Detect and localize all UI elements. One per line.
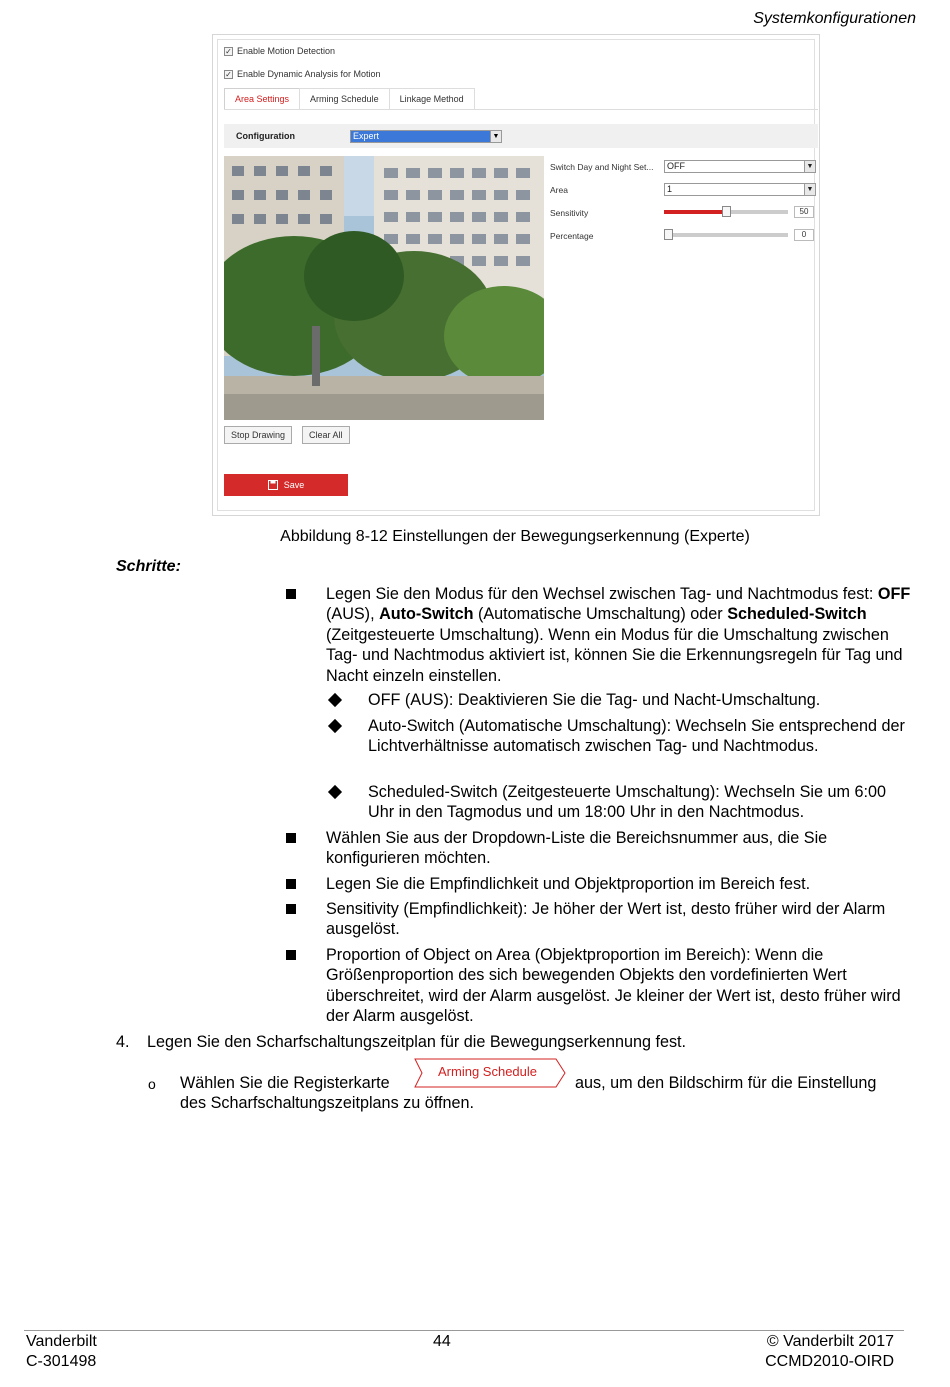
percentage-slider[interactable] [664, 233, 788, 237]
footer-divider [24, 1330, 904, 1331]
screenshot-frame [217, 39, 815, 511]
switch-day-night-label: Switch Day and Night Set... [550, 162, 654, 172]
area-select[interactable] [664, 183, 816, 196]
step-4-number: 4. [116, 1033, 130, 1051]
enable-motion-detection-checkbox[interactable]: ✓ [225, 46, 232, 56]
enable-motion-detection-label: Enable Motion Detection [237, 46, 336, 56]
square-bullet-icon [286, 833, 296, 843]
bullet-text: (AUS), [326, 605, 380, 624]
stop-drawing-button[interactable]: Stop Drawing [224, 426, 292, 444]
chevron-down-icon: ▼ [804, 161, 815, 172]
percentage-label: Percentage [550, 231, 594, 241]
sub-bullet-auto-switch: Auto-Switch (Automatische Umschaltung): Wechseln Sie entsprechend der Lichtverhältnisse automatisch zwischen Tag- und Nachtmodus. [368, 717, 905, 756]
footer-left-2: C-301498 [26, 1353, 97, 1370]
percentage-value[interactable]: 0 [794, 229, 814, 241]
settings-tabs [224, 88, 818, 110]
footer-left-1: Vanderbilt [26, 1333, 97, 1350]
area-value: 1 [667, 184, 673, 194]
circle-bullet-icon: o [148, 1076, 156, 1092]
sensitivity-slider-thumb[interactable] [722, 206, 731, 217]
switch-day-night-select[interactable] [664, 160, 816, 173]
bullet-select-area: Wählen Sie aus der Dropdown-Liste die Bereichsnummer aus, die Sie konfigurieren möchten. [326, 829, 828, 868]
save-button[interactable] [224, 474, 348, 496]
square-bullet-icon [286, 904, 296, 914]
sensitivity-slider[interactable] [664, 210, 788, 214]
sub-bullet-scheduled-switch: Scheduled-Switch (Zeitgesteuerte Umschaltung): Wechseln Sie um 6:00 Uhr in den Tagmodus und um 18:00 Uhr in den Nachtmodus. [368, 783, 886, 822]
configuration-value: Expert [353, 131, 380, 141]
step-4-text: Legen Sie den Scharfschaltungszeitplan für die Bewegungserkennung fest. [147, 1033, 687, 1051]
square-bullet-icon [286, 950, 296, 960]
arming-schedule-tab-label: Arming Schedule [438, 1064, 537, 1079]
enable-motion-detection-row[interactable] [224, 46, 335, 56]
sub-bullet-off: OFF (AUS): Deaktivieren Sie die Tag- und Nacht-Umschaltung. [368, 691, 821, 709]
step-4-sub-line2: des Scharfschaltungszeitplans zu öffnen. [180, 1094, 474, 1112]
sensitivity-value[interactable]: 50 [794, 206, 814, 218]
chevron-down-icon: ▼ [804, 184, 815, 195]
percentage-slider-thumb[interactable] [664, 229, 673, 240]
page-header-title: Systemkonfigurationen [753, 10, 916, 27]
step-4-sub-pre: Wählen Sie die Registerkarte [180, 1074, 390, 1092]
square-bullet-icon [286, 589, 296, 599]
footer-right-2: CCMD2010-OIRD [765, 1353, 894, 1370]
sensitivity-slider-fill [664, 210, 726, 214]
camera-preview-image[interactable] [224, 156, 544, 420]
step-4-sub-post: aus, um den Bildschirm für die Einstellung [575, 1074, 877, 1092]
diamond-bullet-icon [328, 785, 342, 799]
bullet-proportion: Proportion of Object on Area (Objektproportion im Bereich): Wenn die Größenproportion des sich bewegenden Objekts den vordefinierten Wert überschreitet, wird der Alarm ausgelöst. Je kleiner der Wert ist, desto früher wird der Alarm ausgelöst. [326, 946, 901, 1026]
enable-dynamic-analysis-label: Enable Dynamic Analysis for Motion [237, 69, 381, 79]
bold-term: Auto-Switch [379, 605, 474, 624]
clear-all-button[interactable]: Clear All [302, 426, 350, 444]
enable-dynamic-analysis-checkbox[interactable]: ✓ [225, 69, 232, 79]
tab-linkage-method[interactable]: Linkage Method [389, 88, 475, 109]
configuration-bar [224, 124, 818, 148]
diamond-bullet-icon [328, 719, 342, 733]
switch-day-night-value: OFF [667, 161, 685, 171]
sensitivity-label: Sensitivity [550, 208, 589, 218]
save-icon [268, 480, 278, 490]
chevron-down-icon: ▼ [490, 131, 501, 142]
enable-dynamic-analysis-row[interactable] [224, 69, 381, 79]
bullet-text: Legen Sie den Modus für den Wechsel zwischen Tag- und Nachtmodus fest: [326, 585, 878, 603]
arming-schedule-tab-image [414, 1058, 566, 1088]
configuration-label: Configuration [236, 131, 295, 141]
tab-arming-schedule[interactable]: Arming Schedule [299, 88, 390, 109]
figure-caption: Abbildung 8-12 Einstellungen der Bewegungserkennung (Experte) [280, 528, 750, 545]
bold-term: OFF [877, 585, 911, 603]
bullet-text: (Automatische Umschaltung) oder [473, 605, 728, 624]
footer-right-1: © Vanderbilt 2017 [766, 1333, 894, 1350]
page-number: 44 [433, 1333, 451, 1350]
steps-heading: Schritte: [116, 558, 181, 575]
motion-detection-screenshot [212, 34, 820, 516]
bullet-text: (Zeitgesteuerte Umschaltung). Wenn ein Modus für die Umschaltung zwischen Tag- und Nachtmodus aktiviert ist, können Sie die Erkennungsregeln für Tag und Nacht einzeln einstellen. [326, 625, 903, 685]
diamond-bullet-icon [328, 693, 342, 707]
camera-scene-graphic [224, 156, 544, 420]
bold-term: Scheduled-Switch [727, 605, 867, 624]
area-label: Area [550, 185, 568, 195]
configuration-select[interactable] [350, 130, 502, 143]
bullet-sensitivity-proportion: Legen Sie die Empfindlichkeit und Objektproportion im Bereich fest. [326, 875, 811, 893]
square-bullet-icon [286, 879, 296, 889]
bullet-day-night-mode [326, 584, 922, 686]
bullet-sensitivity: Sensitivity (Empfindlichkeit): Je höher der Wert ist, desto früher wird der Alarm ausgelöst. [326, 900, 886, 939]
tab-area-settings[interactable]: Area Settings [224, 88, 300, 109]
save-button-label: Save [283, 480, 305, 490]
